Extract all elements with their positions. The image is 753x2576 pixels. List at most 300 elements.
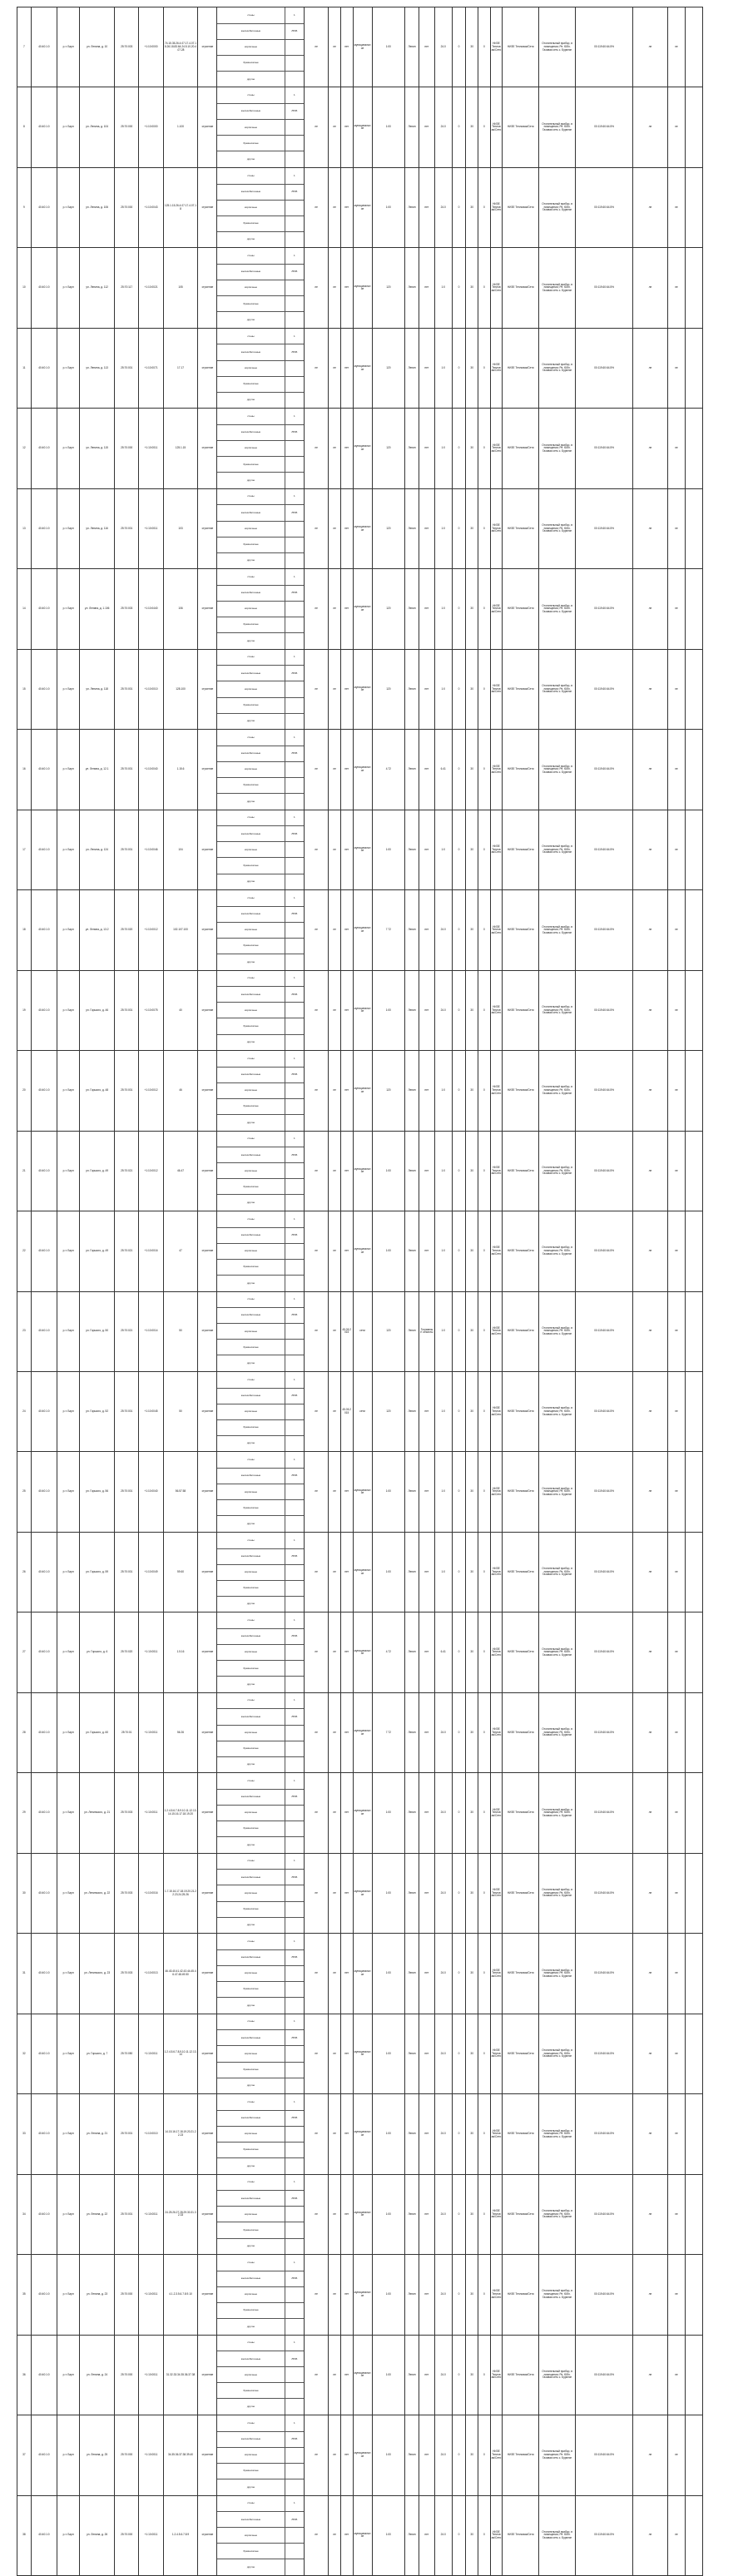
cell-o: 30	[466, 1773, 478, 1853]
cell-i: 120	[372, 649, 405, 729]
wall-material-subtable	[217, 2175, 304, 2254]
cell-l: 1:0	[434, 409, 452, 488]
cell-k: нет	[419, 1131, 434, 1211]
cell-code: 40:40:1:0	[31, 409, 57, 488]
cell-j: Ленин	[405, 328, 419, 408]
cell-n: 35	[17, 2255, 32, 2335]
cell-empty	[685, 2174, 702, 2254]
wall-flag: 1	[285, 489, 304, 505]
cell-l: 1:0	[434, 248, 452, 328]
cell-l: 6.41	[434, 1612, 452, 1692]
cell-m: 0	[452, 2174, 466, 2254]
cell-i: 120	[372, 1291, 405, 1371]
cell-addr: ул. Горького, д. 52	[80, 1371, 115, 1451]
wall-empty	[285, 1275, 304, 1290]
cell-v: ле	[667, 730, 685, 810]
cell-s: Отопительный прибор, в помещении; Ре. Юбл. Газовая сеть с. Бурятин	[539, 1291, 576, 1371]
cell-d: строение	[198, 409, 217, 488]
cell-k: нет	[419, 2094, 434, 2174]
wall-material-label: другое	[246, 1040, 255, 1044]
cell-e: ле	[304, 1853, 328, 1933]
wall-empty	[285, 601, 304, 617]
wall-type: ЛЮБ	[285, 1870, 304, 1885]
cell-l: 24.0	[434, 87, 452, 167]
cell-addr: ул. Ленина, д. 116	[80, 488, 115, 568]
cell-r: НИЗЕ Тепловая/Сети	[503, 1211, 539, 1291]
wall-type: ЛЮБ	[285, 424, 304, 440]
cell-i: 1:00	[372, 1131, 405, 1211]
cell-empty	[685, 1051, 702, 1131]
cell-b: +1:10:0040	[139, 730, 163, 810]
cell-t: 00:119.60:64.5%	[576, 1692, 633, 1772]
cell-h: муниципальное	[353, 2094, 372, 2174]
wall-flag: 1	[285, 810, 304, 826]
cell-f: ле	[329, 1452, 341, 1532]
wall-material-cell	[217, 2174, 305, 2254]
wall-material-label: стены	[217, 1211, 285, 1227]
cell-g: нет	[340, 1934, 353, 2014]
wall-material-cell	[217, 1612, 305, 1692]
cell-addr: ул. Горького, д. 49	[80, 1211, 115, 1291]
cell-t: 00:119.60:64.5%	[576, 1612, 633, 1692]
cell-p: 0	[478, 2495, 491, 2575]
cell-p: 0	[478, 1371, 491, 1451]
cell-r: НИЗЕ Тепловая/Сети	[503, 1692, 539, 1772]
wall-type: ЛЮБ	[285, 1548, 304, 1564]
cell-d: строение	[198, 2174, 217, 2254]
cell-v: ле	[667, 1452, 685, 1532]
cell-c: 56.26	[163, 1692, 198, 1772]
cell-i: 1:00	[372, 2415, 405, 2495]
cell-f: ле	[329, 1692, 341, 1772]
cell-empty	[685, 1853, 702, 1933]
wall-empty	[285, 1725, 304, 1741]
wall-material-label: бревенчатые	[217, 1741, 285, 1756]
cell-s: Отопительный прибор, в помещении; Ре. Юбл. Газовая сеть с. Бурятин	[539, 2335, 576, 2415]
table-row	[17, 1291, 703, 1371]
cell-loc: р-т. Барн	[57, 2495, 80, 2575]
wall-type: ЛЮБ	[285, 104, 304, 120]
wall-empty	[285, 1982, 304, 1998]
data-table	[17, 7, 703, 2576]
cell-empty	[685, 569, 702, 649]
cell-g: нет	[340, 1452, 353, 1532]
cell-l: 1:0	[434, 328, 452, 408]
wall-material-cell	[217, 1452, 305, 1532]
cell-b: +1:10:0075	[139, 970, 163, 1050]
cell-r: НИЗЕ Тепловая/Сети	[503, 970, 539, 1050]
wall-material-cell	[217, 2335, 305, 2415]
cell-addr: ул. Горького, д. 59	[80, 1532, 115, 1612]
cell-h: муниципальное	[353, 328, 372, 408]
cell-s: Отопительный прибор, в помещении; Ре. Юбл. Газовая сеть с. Бурятин	[539, 87, 576, 167]
cell-m: 0	[452, 488, 466, 568]
cell-p: 0	[478, 87, 491, 167]
wall-material-label: другое	[246, 719, 255, 723]
cell-c: 74.15.35.26.4.07.17.4.07.18.26.18.83.64.24.5.10.20.4.07.28	[163, 7, 198, 87]
cell-code: 40:40:1:0	[31, 328, 57, 408]
cell-j: Ленин	[405, 2415, 419, 2495]
cell-m: 0	[452, 167, 466, 247]
cell-g: нет	[340, 970, 353, 1050]
cell-m: 0	[452, 649, 466, 729]
cell-b: +1:10:0049	[139, 1532, 163, 1612]
wall-material-label: другое	[246, 2083, 255, 2088]
wall-type: ЛЮБ	[285, 505, 304, 521]
wall-flag: 1	[285, 2255, 304, 2271]
cell-e: ле	[304, 890, 328, 970]
wall-material-label: железобетонные	[217, 1709, 285, 1725]
wall-material-subtable	[217, 1934, 304, 2013]
cell-empty	[685, 730, 702, 810]
cell-loc: р-т. Барн	[57, 649, 80, 729]
cell-code: 40:40:1:0	[31, 1291, 57, 1371]
wall-material-label: стены	[217, 1773, 285, 1789]
cell-s: Отопительный прибор, в помещении; Ре. Юбл. Газовая сеть с. Бурятин	[539, 409, 576, 488]
wall-material-subtable	[217, 7, 304, 87]
cell-e: ле	[304, 248, 328, 328]
cell-t: 00:119.60:64.5%	[576, 1853, 633, 1933]
cell-c: 31.32.33.34.35.36.37.38	[163, 2335, 198, 2415]
cell-o: 30	[466, 328, 478, 408]
wall-material-label: бревенчатые	[217, 1901, 285, 1917]
cell-q: НИЗЕ Тепловая/Сети	[490, 167, 503, 247]
cell-code: 40:40:1:0	[31, 167, 57, 247]
cell-q: НИЗЕ Тепловая/Сети	[490, 87, 503, 167]
cell-u: ле	[633, 2255, 668, 2335]
wall-flag: 1	[285, 168, 304, 184]
wall-material-label: железобетонные	[217, 2512, 285, 2528]
cell-a: 25:70:001	[115, 649, 139, 729]
cell-u: ле	[633, 1532, 668, 1612]
cell-h: муниципальное	[353, 810, 372, 889]
cell-r: НИЗЕ Тепловая/Сети	[503, 2094, 539, 2174]
cell-t: 00:119.60:64.5%	[576, 730, 633, 810]
cell-k: нет	[419, 890, 434, 970]
wall-material-subtable	[217, 2336, 304, 2415]
cell-l: 1:0	[434, 1452, 452, 1532]
table-row	[17, 2495, 703, 2575]
cell-q: НИЗЕ Тепловая/Сети	[490, 488, 503, 568]
cell-f: ле	[329, 2495, 341, 2575]
cell-empty	[685, 488, 702, 568]
cell-code: 40:40:1:0	[31, 1612, 57, 1692]
cell-n: 24	[17, 1371, 32, 1451]
cell-o: 30	[466, 2335, 478, 2415]
cell-b: +1:10:0012	[139, 890, 163, 970]
cell-empty	[685, 409, 702, 488]
wall-type: ЛЮБ	[285, 2030, 304, 2046]
wall-empty	[285, 441, 304, 457]
cell-k: нет	[419, 649, 434, 729]
cell-a: 25:70:021	[115, 1131, 139, 1211]
wall-flag: 1	[285, 1452, 304, 1468]
cell-t: 00:119.60:64.5%	[576, 2415, 633, 2495]
wall-material-subtable	[217, 168, 304, 247]
wall-material-cell	[217, 248, 305, 328]
table-row	[17, 248, 703, 328]
cell-t: 00:119.60:64.5%	[576, 2174, 633, 2254]
cell-code: 40:40:1:0	[31, 1211, 57, 1291]
cell-e: ле	[304, 2094, 328, 2174]
cell-f: ле	[329, 2094, 341, 2174]
cell-loc: р-т. Барн	[57, 1692, 80, 1772]
cell-e: ле	[304, 1452, 328, 1532]
cell-b: +1:10:0010	[139, 649, 163, 729]
cell-c: 102.107.100	[163, 890, 198, 970]
cell-d: строение	[198, 7, 217, 87]
wall-empty	[285, 2367, 304, 2383]
cell-p: 0	[478, 1773, 491, 1853]
cell-m: 0	[452, 248, 466, 328]
cell-empty	[685, 1612, 702, 1692]
cell-s: Отопительный прибор, в помещении; Ре. Юбл. Газовая сеть с. Бурятин	[539, 1853, 576, 1933]
cell-i: 1:00	[372, 2495, 405, 2575]
cell-g: нет	[340, 7, 353, 87]
cell-code: 40:40:1:0	[31, 970, 57, 1050]
cell-code: 40:40:1:0	[31, 1692, 57, 1772]
cell-o: 30	[466, 1211, 478, 1291]
cell-g: нет	[340, 890, 353, 970]
cell-q: НИЗЕ Тепловая/Сети	[490, 810, 503, 889]
cell-c: 106	[163, 569, 198, 649]
wall-material-label: другое	[246, 2324, 255, 2328]
cell-empty	[685, 1291, 702, 1371]
wall-type: ЛЮБ	[285, 1949, 304, 1965]
table-row	[17, 409, 703, 488]
cell-o: 30	[466, 649, 478, 729]
cell-g: нет	[340, 1773, 353, 1853]
wall-material-label: другое	[246, 77, 255, 81]
cell-q: НИЗЕ Тепловая/Сети	[490, 569, 503, 649]
cell-addr: ул. Горького, д. 56	[80, 1452, 115, 1532]
cell-c: 46	[163, 1051, 198, 1131]
cell-j: Ленин	[405, 2174, 419, 2254]
table-row	[17, 890, 703, 970]
wall-material-subtable	[217, 2255, 304, 2334]
wall-empty	[285, 1435, 304, 1451]
cell-u: ле	[633, 1934, 668, 2014]
cell-g: нет	[340, 730, 353, 810]
wall-material-label: другое	[246, 2405, 255, 2409]
cell-o: 30	[466, 1131, 478, 1211]
wall-material-label: стены	[217, 1051, 285, 1067]
wall-material-label: бревенчатые	[217, 1661, 285, 1677]
wall-type: ЛЮБ	[285, 2271, 304, 2286]
wall-empty	[285, 1003, 304, 1018]
cell-t: 00:119.60:64.5%	[576, 248, 633, 328]
wall-empty	[285, 794, 304, 810]
cell-m: 0	[452, 2415, 466, 2495]
cell-g: нет	[340, 1051, 353, 1131]
wall-empty	[285, 617, 304, 633]
cell-j: Ленин	[405, 810, 419, 889]
cell-t: 00:119.60:64.5%	[576, 2014, 633, 2093]
cell-b: +1:10:0045	[139, 1371, 163, 1451]
wall-material-label: стены	[217, 2175, 285, 2191]
cell-e: ле	[304, 730, 328, 810]
wall-material-label: кирпичные	[217, 521, 285, 537]
wall-material-cell	[217, 2255, 305, 2335]
cell-j: Ленин	[405, 1291, 419, 1371]
wall-material-label: железобетонные	[217, 104, 285, 120]
wall-type: ЛЮБ	[285, 1469, 304, 1484]
cell-n: 13	[17, 488, 32, 568]
cell-loc: р-т. Барн	[57, 2255, 80, 2335]
cell-v: ле	[667, 488, 685, 568]
wall-material-cell	[217, 569, 305, 649]
wall-material-label: железобетонные	[217, 1388, 285, 1404]
cell-l: 24.0	[434, 2094, 452, 2174]
cell-v: ле	[667, 2255, 685, 2335]
wall-material-label: бревенчатые	[217, 1982, 285, 1998]
wall-material-label: железобетонные	[217, 2030, 285, 2046]
cell-h: муниципальное	[353, 248, 372, 328]
wall-empty	[285, 922, 304, 938]
wall-material-label: бревенчатые	[217, 1821, 285, 1837]
wall-material-label: бревенчатые	[217, 1419, 285, 1435]
cell-b: +1:10:0012	[139, 1051, 163, 1131]
cell-empty	[685, 1131, 702, 1211]
wall-material-label: стены	[217, 1693, 285, 1709]
cell-j: Ленин	[405, 1692, 419, 1772]
cell-q: НИЗЕ Тепловая/Сети	[490, 1452, 503, 1532]
cell-q: НИЗЕ Тепловая/Сети	[490, 2255, 503, 2335]
cell-addr: ул. Ленина, д. 10	[80, 7, 115, 87]
cell-k: нет	[419, 1853, 434, 1933]
wall-material-label: бревенчатые	[217, 1340, 285, 1355]
wall-material-label: железобетонные	[217, 1628, 285, 1644]
cell-a: 25:70:000	[115, 87, 139, 167]
wall-material-label: другое	[246, 1521, 255, 1525]
cell-g: нет	[340, 1692, 353, 1772]
cell-t: 00:119.60:64.5%	[576, 409, 633, 488]
cell-m: 0	[452, 1051, 466, 1131]
wall-empty	[285, 954, 304, 970]
cell-e: ле	[304, 2335, 328, 2415]
cell-b: +1:10:0013	[139, 1934, 163, 2014]
wall-material-label: бревенчатые	[217, 2544, 285, 2559]
cell-b: +1:10:0016	[139, 1211, 163, 1291]
wall-empty	[285, 842, 304, 858]
cell-s: Отопительный прибор, в помещении; Ре. Юбл. Газовая сеть с. Бурятин	[539, 328, 576, 408]
cell-j: Ленин	[405, 488, 419, 568]
cell-loc: р-т. Барн	[57, 1853, 80, 1933]
cell-n: 27	[17, 1612, 32, 1692]
cell-q: НИЗЕ Тепловая/Сети	[490, 2415, 503, 2495]
cell-m: 0	[452, 7, 466, 87]
cell-h: муниципальное	[353, 1934, 372, 2014]
cell-d: строение	[198, 2335, 217, 2415]
wall-empty	[285, 2286, 304, 2302]
wall-material-label: бревенчатые	[217, 2463, 285, 2479]
cell-n: 12	[17, 409, 32, 488]
cell-p: 0	[478, 2255, 491, 2335]
cell-p: 0	[478, 649, 491, 729]
wall-type: ЛЮБ	[285, 1147, 304, 1163]
cell-k: нет	[419, 1532, 434, 1612]
cell-m: 0	[452, 1692, 466, 1772]
table-row	[17, 1532, 703, 1612]
cell-a: 25:70:021	[115, 1211, 139, 1291]
wall-material-label: кирпичные	[217, 2286, 285, 2302]
cell-a: 25:70:001	[115, 970, 139, 1050]
cell-code: 40:40:1:0	[31, 649, 57, 729]
wall-empty	[285, 2078, 304, 2093]
cell-v: ле	[667, 2495, 685, 2575]
wall-material-cell	[217, 328, 305, 408]
wall-material-label: железобетонные	[217, 1227, 285, 1243]
cell-c: 1.100	[163, 87, 198, 167]
cell-e: ле	[304, 2014, 328, 2093]
wall-material-label: кирпичные	[217, 441, 285, 457]
cell-a: 25:70:021	[115, 1291, 139, 1371]
cell-q: НИЗЕ Тепловая/Сети	[490, 1211, 503, 1291]
cell-d: строение	[198, 2094, 217, 2174]
cell-empty	[685, 1211, 702, 1291]
table-row	[17, 1452, 703, 1532]
cell-empty	[685, 2014, 702, 2093]
cell-e: ле	[304, 2174, 328, 2254]
cell-j: Ленин	[405, 890, 419, 970]
cell-p: 0	[478, 1291, 491, 1371]
cell-r: НИЗЕ Тепловая/Сети	[503, 248, 539, 328]
cell-c: 103	[163, 488, 198, 568]
cell-m: 0	[452, 810, 466, 889]
wall-material-label: стены	[217, 168, 285, 184]
cell-n: 25	[17, 1452, 32, 1532]
cell-loc: р-т. Барн	[57, 730, 80, 810]
cell-g: нет	[340, 1612, 353, 1692]
wall-empty	[285, 457, 304, 473]
wall-flag: 1	[285, 890, 304, 906]
cell-f: ле	[329, 1371, 341, 1451]
cell-s: Отопительный прибор, в помещении; Ре. Юбл. Газовая сеть с. Бурятин	[539, 1452, 576, 1532]
cell-i: 1:00	[372, 970, 405, 1050]
cell-t: 00:119.60:64.5%	[576, 328, 633, 408]
cell-f: ле	[329, 1211, 341, 1291]
wall-empty	[285, 1034, 304, 1050]
cell-f: ле	[329, 409, 341, 488]
wall-type: ЛЮБ	[285, 1709, 304, 1725]
cell-j: Ленин	[405, 569, 419, 649]
cell-r: НИЗЕ Тепловая/Сети	[503, 2174, 539, 2254]
cell-g: нет	[340, 328, 353, 408]
cell-empty	[685, 2094, 702, 2174]
cell-empty	[685, 1692, 702, 1772]
wall-type: ЛЮБ	[285, 2431, 304, 2447]
wall-material-label: бревенчатые	[217, 215, 285, 231]
cell-f: ле	[329, 1131, 341, 1211]
cell-v: ле	[667, 649, 685, 729]
cell-empty	[685, 1773, 702, 1853]
wall-material-label: другое	[246, 1602, 255, 1606]
cell-addr: ул. Ленина, д. 21	[80, 2094, 115, 2174]
cell-c: 50	[163, 1371, 198, 1451]
cell-d: строение	[198, 2495, 217, 2575]
wall-empty	[285, 761, 304, 777]
cell-c: 17.17	[163, 328, 198, 408]
table-row	[17, 2014, 703, 2093]
cell-d: строение	[198, 2255, 217, 2335]
cell-c: 46.47	[163, 1131, 198, 1211]
cell-h: муниципальное	[353, 1773, 372, 1853]
wall-empty	[285, 1195, 304, 1211]
cell-c: 59.60	[163, 1532, 198, 1612]
wall-material-cell	[217, 1853, 305, 1933]
cell-d: строение	[198, 1692, 217, 1772]
cell-h: муниципальное	[353, 1532, 372, 1612]
